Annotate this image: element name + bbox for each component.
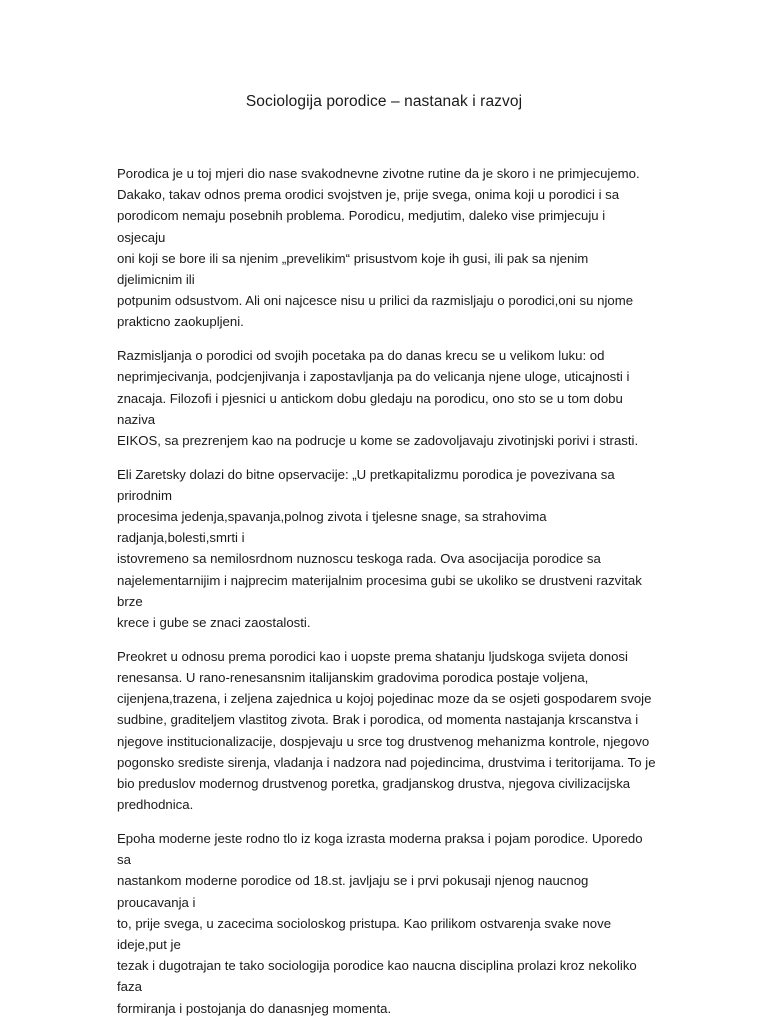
paragraph-1: Porodica je u toj mjeri dio nase svakodnevne zivotne rutine da je skoro i ne primjecujemo. Dakako, takav odnos prema orodici svojstven je, prije svega, onima koji u porodici i sa porodicom nemaju posebnih problema. Porodicu, medjutim, daleko vise primjecuju i osjecaju oni koji se bore ili sa njenim „prevelikim“ prisustvom koje ih gusi, ili pak sa njenim djelimicnim ili potpunim odsustvom. Ali oni najcesce nisu u prilici da razmisljaju o porodici,oni su njome prakticno zaokupljeni. [117, 166, 640, 330]
paragraph-2: Razmisljanja o porodici od svojih pocetaka pa do danas krecu se u velikom luku: od neprimjecivanja, podcjenjivanja i zapostavljanja pa do velicanja njene uloge, uticajnosti i znacaja. Filozofi i pjesnici u antickom dobu gledaju na porodicu, ono sto se u tom dobu naziva EIKOS, sa prezrenjem kao na podrucje u kome se zadovoljavaju zivotinjski porivi i strasti. [117, 348, 639, 448]
document-body [117, 163, 657, 1031]
document-title: Sociologija porodice – nastanak i razvoj [245, 93, 523, 110]
paragraph-3: Eli Zaretsky dolazi do bitne opservacije: „U pretkapitalizmu porodica je povezivana sa prirodnim procesima jedenja,spavanja,polnog zivota i tjelesne snage, sa strahovima radjanja,bolesti,smrti i istovremeno sa nemilosrdnom nuznoscu teskoga rada. Ova asocijacija porodice sa najelementarnijim i najprecim materijalnim procesima gubi se ukoliko se drustveni razvitak brze krece i gube se znaci zaostalosti. [117, 466, 642, 631]
paragraph-4: Preokret u odnosu prema porodici kao i uopste prema shatanju ljudskoga svijeta donosi renesansa. U rano-renesansnim italijanskim gradovima porodica postaje voljena, cijenjena,trazena, i zeljena zajednica u kojoj pojedinac moze da se osjeti gospodarem svoje sudbine, graditeljem vlastitog zivota. Brak i porodica, od momenta nastajanja krscanstva i njegove institucionalizacije, dospjevaju u srce tog drustvenog mehanizma kontrole, njegovo pogonsko srediste sirenja, vladanja i nadzora nad pojedincima, drustvima i teritorijama. To je bio preduslov modernog drustvenog poretka, gradjanskog drustva, njegova civilizacijska predhodnica. [117, 648, 656, 813]
paragraph-5: Epoha moderne jeste rodno tlo iz koga izrasta moderna praksa i pojam porodice. Uporedo sa nastankom moderne porodice od 18.st. javljaju se i prvi pokusaji njenog naucnog proucavanja i to, prije svega, u zacecima socioloskog pristupa. Kao prilikom ostvarenja svake nove ideje,put je tezak i dugotrajan te tako sociologija porodice kao naucna disciplina prolazi kroz nekoliko faza formiranja i postojanja do danasnjeg momenta. [117, 830, 643, 1016]
